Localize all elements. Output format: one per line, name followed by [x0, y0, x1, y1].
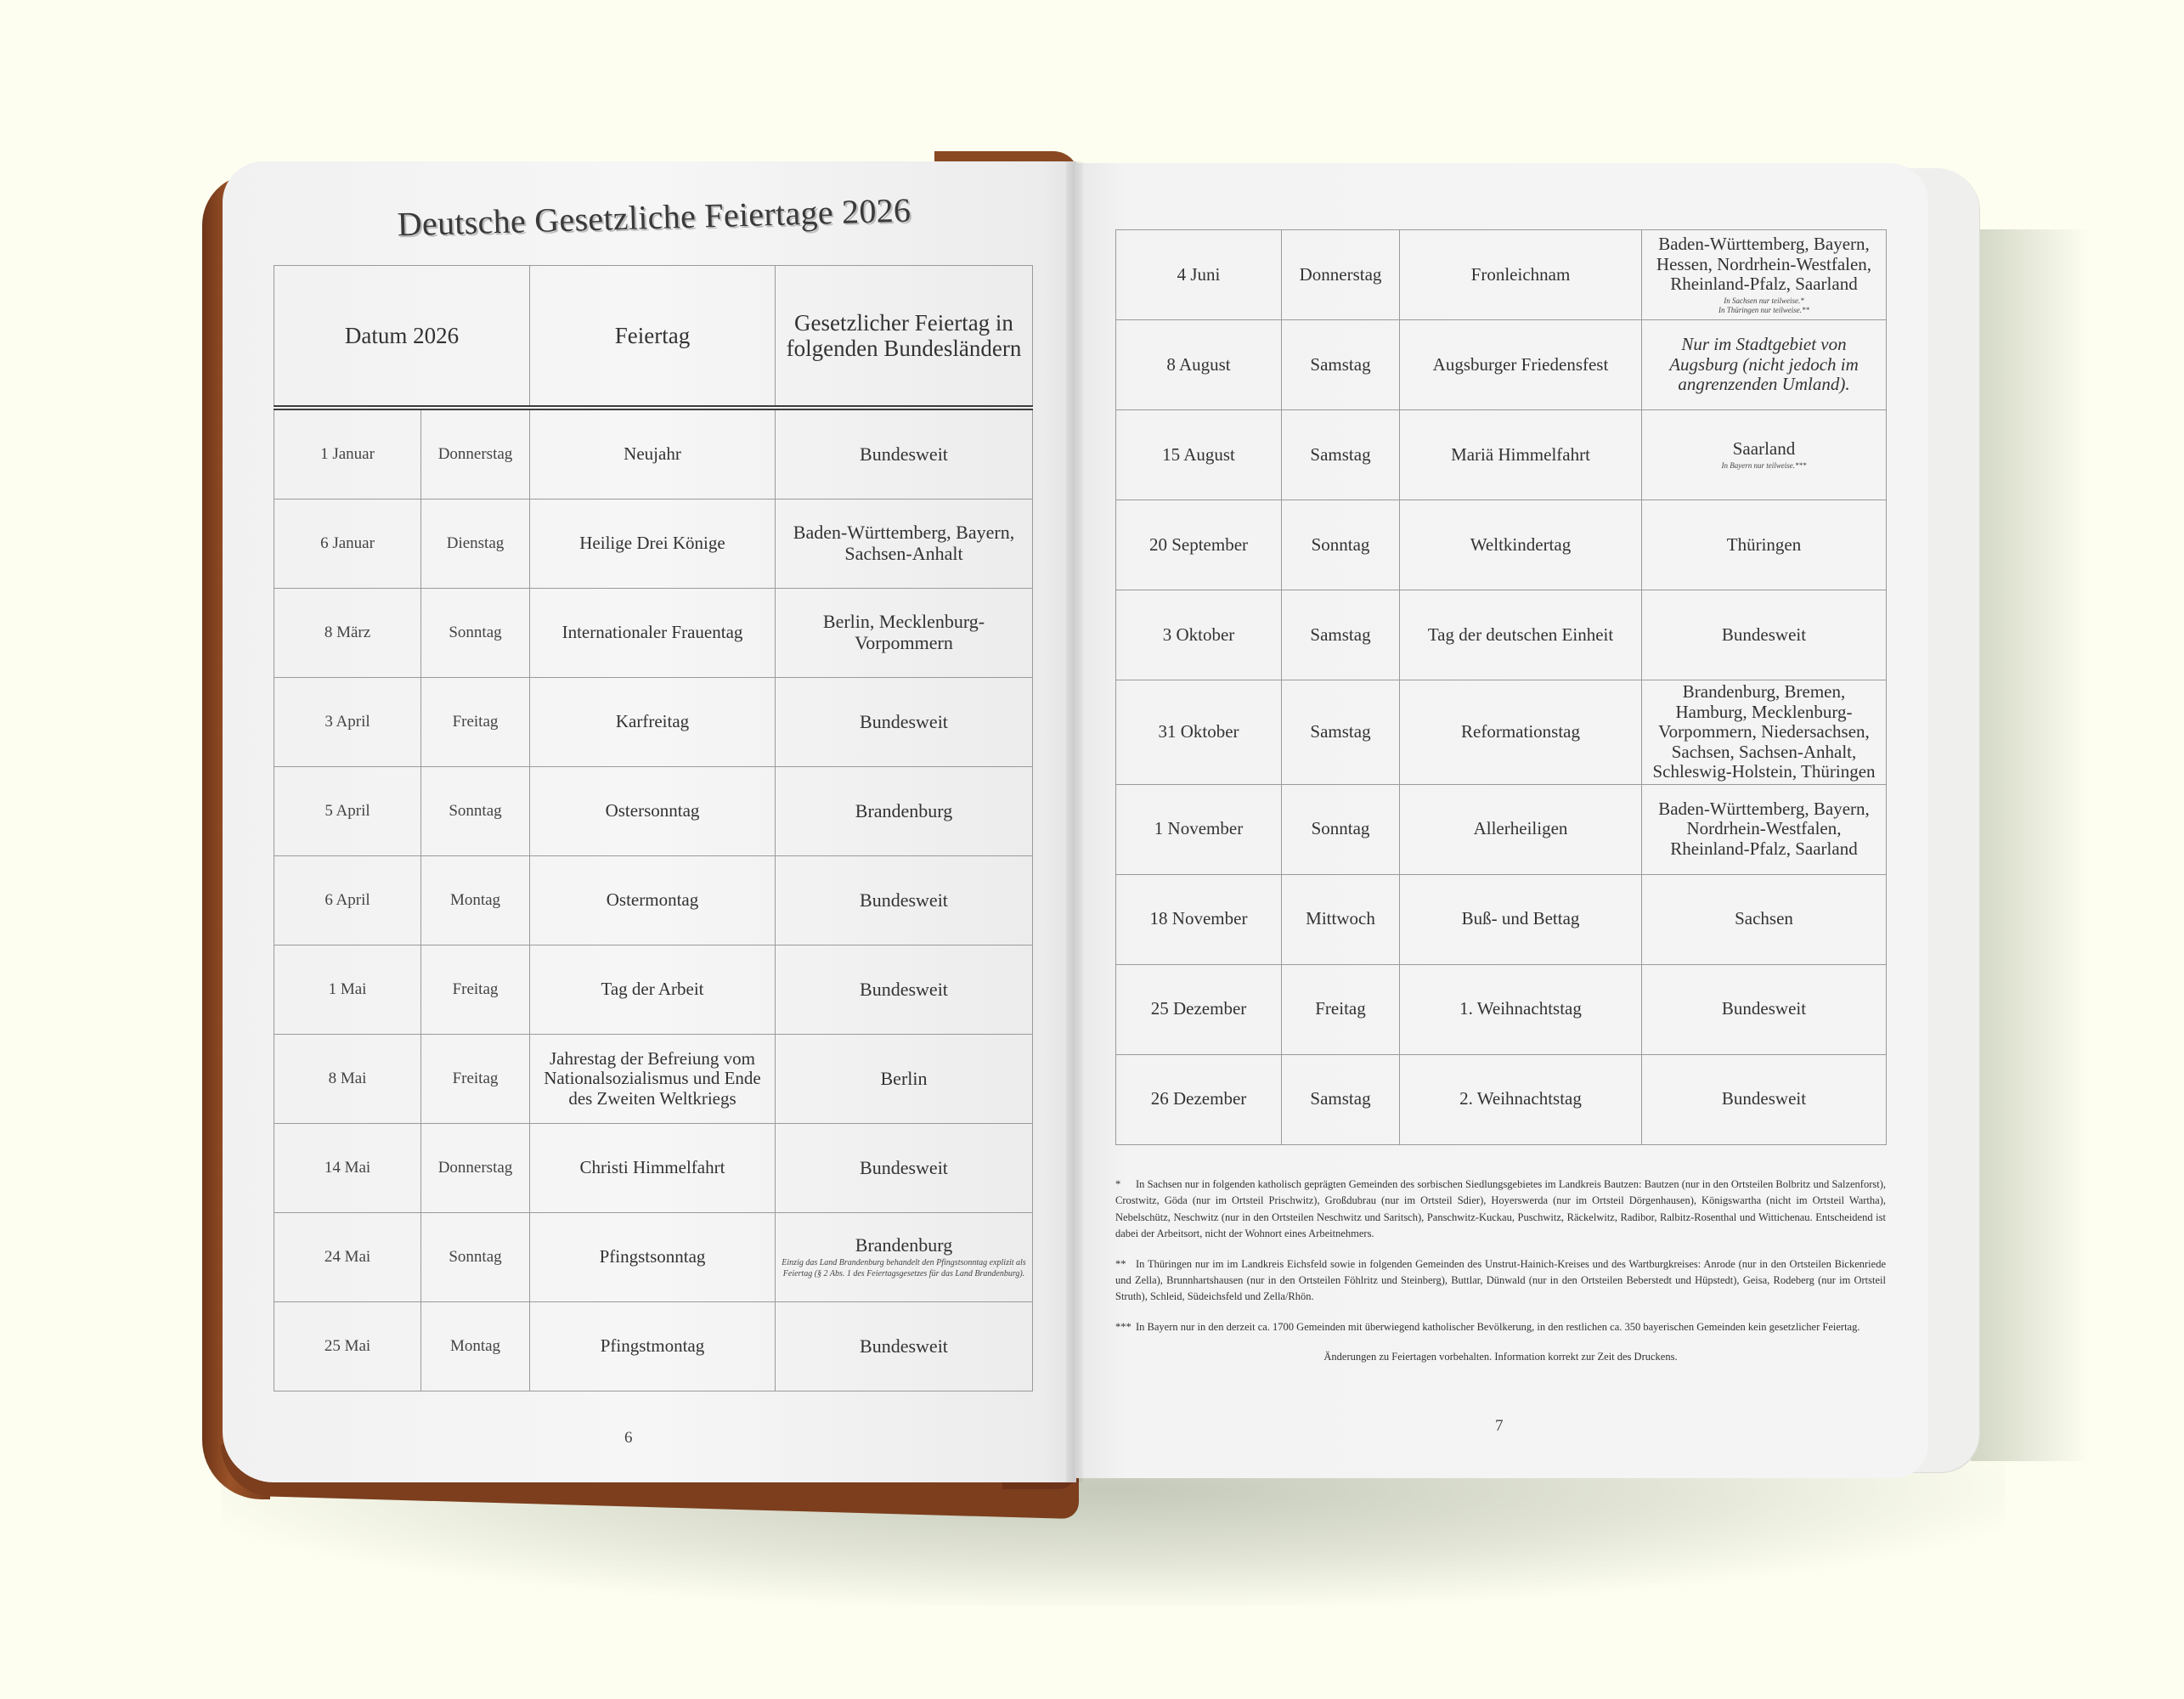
page-number-right: 7	[1495, 1417, 1504, 1435]
book-gutter	[1066, 161, 1083, 1482]
cell-holiday: Tag der Arbeit	[530, 945, 776, 1035]
cell-holiday: Allerheiligen	[1400, 784, 1642, 874]
cell-states: Bundesweit	[1642, 1054, 1887, 1144]
table-row	[274, 1124, 1033, 1213]
cell-holiday: Heilige Drei Könige	[530, 500, 776, 589]
states-text: Baden-Württemberg, Bayern, Hessen, Nordrhein-Westfalen, Rheinland-Pfalz, Saarland	[1656, 234, 1872, 295]
cell-holiday: 1. Weihnachtstag	[1400, 964, 1642, 1054]
cell-holiday: Internationaler Frauentag	[530, 589, 776, 678]
cell-states: Brandenburg, Bremen, Hamburg, Mecklenburg-Vorpommern, Niedersachsen, Sachsen, Sachsen-Anhalt, Schleswig-Holstein, Thüringen	[1642, 680, 1887, 785]
table-row	[274, 408, 1033, 500]
cell-states: Baden-Württemberg, Bayern, Nordrhein-Westfalen, Rheinland-Pfalz, Saarland	[1642, 784, 1887, 874]
table-row	[274, 945, 1033, 1035]
cell-holiday: Augsburger Friedensfest	[1400, 320, 1642, 410]
table-row	[274, 589, 1033, 678]
cell-date: 3 Oktober	[1116, 590, 1282, 680]
header-holiday: Feiertag	[530, 266, 776, 409]
table-row	[274, 767, 1033, 856]
book-shadow-right	[1971, 229, 2090, 1461]
cell-weekday: Samstag	[1282, 320, 1400, 410]
page-title: Deutsche Gesetzliche Feiertage 2026	[397, 190, 911, 244]
cell-holiday: 2. Weihnachtstag	[1400, 1054, 1642, 1144]
table-row	[274, 1035, 1033, 1124]
cell-holiday: Fronleichnam	[1400, 230, 1642, 320]
cell-weekday: Donnerstag	[421, 1124, 530, 1213]
cell-states: Brandenburg	[776, 767, 1033, 856]
cell-states: Bundesweit	[776, 856, 1033, 945]
cell-date: 26 Dezember	[1116, 1054, 1282, 1144]
cell-date: 25 Mai	[274, 1302, 421, 1391]
header-states: Gesetzlicher Feiertag in folgenden Bundesländern	[776, 266, 1033, 409]
cell-weekday: Freitag	[1282, 964, 1400, 1054]
cell-states: Bundesweit	[776, 408, 1033, 500]
cell-weekday: Samstag	[1282, 1054, 1400, 1144]
cell-date: 14 Mai	[274, 1124, 421, 1213]
cell-states: Bundesweit	[776, 945, 1033, 1035]
table-row	[1116, 680, 1887, 785]
cell-date: 6 Januar	[274, 500, 421, 589]
cell-states: Bundesweit	[1642, 590, 1887, 680]
cell-weekday: Samstag	[1282, 680, 1400, 785]
holidays-table-right	[1115, 229, 1887, 1145]
cell-date: 31 Oktober	[1116, 680, 1282, 785]
cell-holiday: Mariä Himmelfahrt	[1400, 410, 1642, 500]
cell-holiday: Tag der deutschen Einheit	[1400, 590, 1642, 680]
table-row	[1116, 784, 1887, 874]
cell-holiday: Ostersonntag	[530, 767, 776, 856]
states-note: In Sachsen nur teilweise.*	[1724, 296, 1804, 305]
cell-date: 24 Mai	[274, 1213, 421, 1302]
cell-date: 8 August	[1116, 320, 1282, 410]
cell-holiday: Reformationstag	[1400, 680, 1642, 785]
cell-holiday: Christi Himmelfahrt	[530, 1124, 776, 1213]
states-text: Saarland	[1732, 438, 1796, 460]
table-row	[1116, 1054, 1887, 1144]
cell-states: Sachsen	[1642, 874, 1887, 964]
table-row	[274, 1302, 1033, 1391]
table-row	[274, 856, 1033, 945]
cell-holiday: Karfreitag	[530, 678, 776, 767]
footnote-text: In Thüringen nur im im Landkreis Eichsfeld sowie in folgenden Gemeinden des Unstrut-Hainich-Kreises und des Wartburgkreises: Anrode (nur in den Ortsteilen Bickenriede und Zella), Brunnhartshausen (nur in den Ortsteilen Föhlritz und Steinberg), Buttlar, Dünwald (nur in den Ortsteilen Beberstedt und Hüpstedt), Geisa, Rodeberg (nur im Ortsteil Struth), Schleid, Südeichsfeld und Zella/Rhön.	[1115, 1257, 1886, 1303]
cell-weekday: Sonntag	[421, 1213, 530, 1302]
cell-weekday: Samstag	[1282, 410, 1400, 500]
cell-holiday: Buß- und Bettag	[1400, 874, 1642, 964]
cell-holiday: Ostermontag	[530, 856, 776, 945]
cell-holiday: Jahrestag der Befreiung vom Nationalsozialismus und Ende des Zweiten Weltkriegs	[530, 1035, 776, 1124]
cell-date: 8 Mai	[274, 1035, 421, 1124]
page-number-left: 6	[624, 1429, 633, 1447]
footnote-mark: ***	[1115, 1320, 1132, 1333]
cell-weekday: Sonntag	[421, 589, 530, 678]
cell-date: 3 April	[274, 678, 421, 767]
cell-states: Berlin, Mecklenburg-Vorpommern	[776, 589, 1033, 678]
footnote-mark: *	[1115, 1178, 1121, 1190]
cell-weekday: Montag	[421, 856, 530, 945]
cell-date: 1 Mai	[274, 945, 421, 1035]
cell-states: Bundesweit	[776, 1302, 1033, 1391]
cell-date: 4 Juni	[1116, 230, 1282, 320]
cell-weekday: Freitag	[421, 678, 530, 767]
cell-weekday: Sonntag	[1282, 784, 1400, 874]
disclaimer: Änderungen zu Feiertagen vorbehalten. Information korrekt zur Zeit des Druckens.	[1323, 1351, 1678, 1363]
table-row	[1116, 230, 1887, 320]
footnote-text: In Bayern nur in den derzeit ca. 1700 Gemeinden mit überwiegend katholischer Bevölkerung, in den restlichen ca. 350 bayerischen Gemeinden kein gesetzlicher Feiertag.	[1136, 1320, 1860, 1333]
states-note: In Bayern nur teilweise.***	[1721, 460, 1807, 470]
table-row	[1116, 590, 1887, 680]
states-note: Einzig das Land Brandenburg behandelt den Pfingstsonntag explizit als Feiertag (§ 2 Abs. 1 des Feiertagsgesetzes für das Land Brandenburg).	[782, 1258, 1026, 1278]
cell-weekday: Freitag	[421, 945, 530, 1035]
cell-holiday: Pfingstmontag	[530, 1302, 776, 1391]
footnote-mark: **	[1115, 1257, 1126, 1270]
cell-states	[1642, 410, 1887, 500]
holidays-table-left	[274, 265, 1033, 1391]
cell-date: 1 Januar	[274, 408, 421, 500]
cell-weekday: Samstag	[1282, 590, 1400, 680]
table-header-row	[274, 266, 1033, 409]
table-row	[1116, 500, 1887, 590]
cell-weekday: Sonntag	[421, 767, 530, 856]
cell-states: Berlin	[776, 1035, 1033, 1124]
states-text: Brandenburg	[855, 1233, 953, 1256]
cell-date: 20 September	[1116, 500, 1282, 590]
cell-states: Nur im Stadtgebiet von Augsburg (nicht jedoch im angrenzenden Umland).	[1642, 320, 1887, 410]
cell-date: 25 Dezember	[1116, 964, 1282, 1054]
cell-weekday: Donnerstag	[1282, 230, 1400, 320]
cell-states: Bundesweit	[776, 1124, 1033, 1213]
cell-states: Baden-Württemberg, Bayern, Sachsen-Anhalt	[776, 500, 1033, 589]
table-row	[274, 678, 1033, 767]
cell-states: Bundesweit	[776, 678, 1033, 767]
table-row	[1116, 320, 1887, 410]
cell-weekday: Montag	[421, 1302, 530, 1391]
table-row	[274, 500, 1033, 589]
table-row	[1116, 874, 1887, 964]
cell-states	[1642, 230, 1887, 320]
cell-date: 18 November	[1116, 874, 1282, 964]
cell-weekday: Dienstag	[421, 500, 530, 589]
cell-weekday: Sonntag	[1282, 500, 1400, 590]
cell-weekday: Mittwoch	[1282, 874, 1400, 964]
footnote-text: In Sachsen nur in folgenden katholisch geprägten Gemeinden des sorbischen Siedlungsgebietes im Landkreis Bautzen: Bautzen (nur in den Ortsteilen Bolbritz und Salzenforst), Crostwitz, Göda (nur im Ortsteil Prischwitz), Großdubrau (nur im Ortsteil Sdier), Hoyerswerda (nur im Ortsteil Dörgenhausen), Königswartha (nicht im Ortsteil Wartha), Nebelschütz, Neschwitz (nur in den Ortsteilen Neschwitz und Saritsch), Panschwitz-Kuckau, Puschwitz, Räckelwitz, Radibor, Ralbitz-Rosenthal und Wittichenau. Entscheidend ist dabei der Arbeitsort, nicht der Wohnort eines Arbeitnehmers.	[1115, 1178, 1886, 1240]
footnote	[1115, 1177, 1886, 1243]
footnote	[1115, 1256, 1886, 1306]
footnotes	[1115, 1177, 1886, 1379]
cell-date: 1 November	[1116, 784, 1282, 874]
table-row	[1116, 410, 1887, 500]
cell-date: 8 März	[274, 589, 421, 678]
cell-holiday: Neujahr	[530, 408, 776, 500]
states-note: In Thüringen nur teilweise.**	[1718, 305, 1809, 314]
cell-weekday: Donnerstag	[421, 408, 530, 500]
cell-weekday: Freitag	[421, 1035, 530, 1124]
footnote	[1115, 1319, 1886, 1335]
cell-date: 5 April	[274, 767, 421, 856]
cell-holiday: Pfingstsonntag	[530, 1213, 776, 1302]
table-row	[274, 1213, 1033, 1302]
cell-date: 15 August	[1116, 410, 1282, 500]
cell-states: Bundesweit	[1642, 964, 1887, 1054]
cell-date: 6 April	[274, 856, 421, 945]
table-row	[1116, 964, 1887, 1054]
header-date: Datum 2026	[274, 266, 530, 409]
cell-holiday: Weltkindertag	[1400, 500, 1642, 590]
cell-states	[776, 1213, 1033, 1302]
cell-states: Thüringen	[1642, 500, 1887, 590]
